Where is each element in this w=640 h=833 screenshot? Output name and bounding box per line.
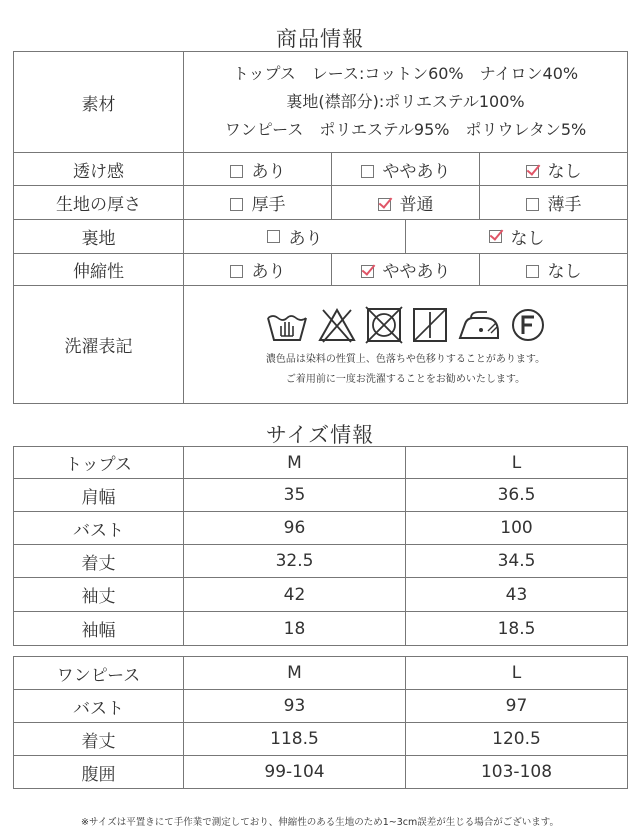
size-info-title: サイズ情報: [265, 423, 375, 447]
checkbox-icon: [230, 198, 243, 211]
table-cell: 96: [184, 512, 406, 545]
option: [184, 220, 406, 253]
table-row: [14, 578, 628, 612]
row-label: 生地の厚さ: [14, 186, 184, 220]
header-cell: L: [406, 447, 628, 479]
option: [480, 153, 628, 186]
table-cell: 35: [184, 479, 406, 512]
table-cell: 袖幅: [14, 612, 184, 646]
product-info-table: [13, 51, 628, 404]
table-cell: 袖丈: [14, 578, 184, 612]
table-cell: 36.5: [406, 479, 628, 512]
no-bleach-icon: [317, 306, 357, 344]
option-label: なし: [510, 229, 545, 249]
dry-clean-f-icon: [509, 306, 547, 344]
option: [332, 153, 480, 186]
table-cell: 着丈: [14, 545, 184, 578]
table-cell: 肩幅: [14, 479, 184, 512]
option-label: なし: [547, 161, 582, 182]
footnote: ※サイズは平置きにて手作業で測定しており、伸縮性のある生地のため1~3cm誤差が生じる場合がございます。: [81, 817, 559, 828]
option-label: 厚手: [251, 195, 286, 215]
table-cell: 34.5: [406, 545, 628, 578]
low-iron-icon: [457, 306, 501, 344]
stretch-row: [14, 254, 628, 286]
option-label: あり: [288, 229, 323, 249]
lining-options: [184, 220, 628, 254]
no-tumble-dry-icon: [365, 306, 403, 344]
care-row: [14, 286, 628, 404]
table-row: [14, 690, 628, 723]
material-line: 裏地(襟部分):ポリエステル100%: [286, 92, 525, 111]
material-cell: [184, 52, 628, 153]
lining-row: [14, 220, 628, 254]
option: [184, 254, 332, 286]
header-cell: L: [406, 657, 628, 690]
table-row: [14, 545, 628, 578]
tops-size-table: [13, 446, 628, 646]
option: [406, 220, 627, 253]
care-note: ご着用前に一度お洗濯することをお勧めいたします。: [285, 373, 526, 385]
table-row: [14, 512, 628, 545]
option: [184, 186, 332, 220]
option-label: なし: [547, 262, 582, 282]
table-cell: 腹囲: [14, 756, 184, 789]
checkbox-icon: [526, 265, 539, 278]
table-cell: 118.5: [184, 723, 406, 756]
table-header-row: [14, 447, 628, 479]
option-label: 薄手: [547, 195, 582, 215]
option-label: ややあり: [382, 262, 451, 282]
sheerness-row: [14, 153, 628, 186]
row-label: 透け感: [14, 153, 184, 186]
table-cell: 18.5: [406, 612, 628, 646]
table-cell: 43: [406, 578, 628, 612]
table-cell: 97: [406, 690, 628, 723]
table-cell: 100: [406, 512, 628, 545]
table-cell: 120.5: [406, 723, 628, 756]
checkbox-icon: [230, 265, 243, 278]
option: [480, 186, 628, 220]
table-header-row: [14, 657, 628, 690]
option-label: あり: [251, 262, 286, 282]
table-row: [14, 756, 628, 789]
checkbox-icon: [267, 230, 280, 243]
table-cell: 93: [184, 690, 406, 723]
option-label: 普通: [399, 195, 434, 215]
table-row: [14, 723, 628, 756]
care-cell: [184, 286, 628, 404]
care-note: 濃色品は染料の性質上、色落ちや色移りすることがあります。: [265, 353, 546, 365]
line-dry-shade-icon: [411, 306, 449, 344]
checkbox-icon: [230, 165, 243, 178]
material-label: 素材: [14, 52, 184, 153]
table-cell: 99-104: [184, 756, 406, 789]
care-label: 洗濯表記: [14, 286, 184, 404]
material-line: トップス レース:コットン60% ナイロン40%: [232, 64, 579, 83]
checkbox-checked-icon: [361, 265, 374, 278]
table-cell: バスト: [14, 512, 184, 545]
option: [332, 254, 480, 286]
table-cell: 18: [184, 612, 406, 646]
table-cell: 42: [184, 578, 406, 612]
checkbox-icon: [361, 165, 374, 178]
option-label: あり: [251, 161, 286, 182]
table-cell: 着丈: [14, 723, 184, 756]
row-label: 裏地: [14, 220, 184, 254]
thickness-row: [14, 186, 628, 220]
header-cell: ワンピース: [14, 657, 184, 690]
material-line: ワンピース ポリエステル95% ポリウレタン5%: [224, 120, 587, 139]
option: [184, 153, 332, 186]
option: [480, 254, 628, 286]
checkbox-icon: [526, 198, 539, 211]
checkbox-checked-icon: [489, 230, 502, 243]
header-cell: M: [184, 447, 406, 479]
table-cell: 103-108: [406, 756, 628, 789]
header-cell: トップス: [14, 447, 184, 479]
care-icons: [184, 306, 627, 344]
product-info-title: 商品情報: [276, 27, 364, 51]
table-cell: 32.5: [184, 545, 406, 578]
checkbox-checked-icon: [378, 198, 391, 211]
row-label: 伸縮性: [14, 254, 184, 286]
header-cell: M: [184, 657, 406, 690]
option: [332, 186, 480, 220]
table-row: [14, 612, 628, 646]
table-cell: バスト: [14, 690, 184, 723]
hand-wash-icon: [265, 306, 309, 344]
table-row: [14, 479, 628, 512]
checkbox-checked-icon: [526, 165, 539, 178]
option-label: ややあり: [382, 161, 451, 182]
onepiece-size-table: [13, 656, 628, 789]
